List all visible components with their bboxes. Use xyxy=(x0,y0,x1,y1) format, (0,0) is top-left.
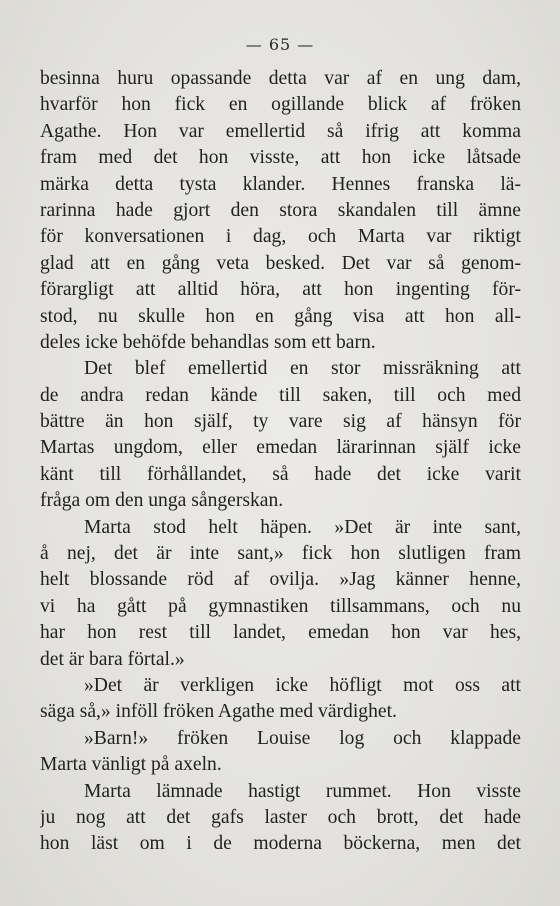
page-number: — 65 — xyxy=(245,35,315,54)
text-line: Marta stod helt häpen. »Det är inte sant, xyxy=(84,516,521,538)
text-line: Det blef emellertid en stor missräkning att xyxy=(84,358,521,380)
text-line: har hon rest till landet, emedan hon var hes, xyxy=(40,622,521,644)
text-line: »Det är verkligen icke höfligt mot oss att xyxy=(84,674,521,696)
text-line: besinna huru opassande detta var af en ung dam, xyxy=(40,68,521,89)
text-line: Marta vänligt på axeln. xyxy=(40,754,222,776)
text-line: Agathe. Hon var emellertid så ifrig att komma xyxy=(40,120,521,142)
text-line: rarinna hade gjort den stora skandalen till ämne xyxy=(40,199,521,221)
text-line: hvarför hon fick en ogillande blick af fröken xyxy=(40,94,521,116)
text-line: fram med det hon visste, att hon icke låtsade xyxy=(40,147,521,169)
text-line: helt blossande röd af ovilja. »Jag känner henne, xyxy=(40,569,521,591)
text-line: hon läst om i de moderna böckerna, men det xyxy=(40,833,521,855)
text-line: deles icke behöfde behandlas som ett barn. xyxy=(40,331,376,353)
text-line: de andra redan kände till saken, till och med xyxy=(40,384,521,406)
text-line: säga så,» inföll fröken Agathe med värdighet. xyxy=(40,701,397,723)
text-line: det är bara förtal.» xyxy=(40,648,185,670)
text-line: märka detta tysta klander. Hennes franska lä- xyxy=(40,173,521,195)
text-line: fråga om den unga sångerskan. xyxy=(40,490,284,512)
text-line: glad att en gång veta besked. Det var så genom- xyxy=(40,252,521,274)
text-line: ju nog att det gafs laster och brott, det hade xyxy=(40,806,521,828)
text-line: bättre än hon själf, ty vare sig af hänsyn för xyxy=(40,411,521,433)
text-line: vi ha gått på gymnastiken tillsammans, och nu xyxy=(40,595,521,617)
text-line: stod, nu skulle hon en gång visa att hon all- xyxy=(40,305,521,327)
text-line: för konversationen i dag, och Marta var riktigt xyxy=(40,226,521,248)
text-line: känt till förhållandet, så hade det icke varit xyxy=(40,463,521,485)
text-line: å nej, det är inte sant,» fick hon slutligen fram xyxy=(40,543,521,565)
text-line: »Barn!» fröken Louise log och klappade xyxy=(84,727,521,749)
body-text xyxy=(40,66,521,858)
text-line: förargligt att alltid höra, att hon ingenting för- xyxy=(40,279,521,301)
text-line: Martas ungdom, eller emedan lärarinnan själf icke xyxy=(40,437,521,459)
text-line: Marta lämnade hastigt rummet. Hon visste xyxy=(84,780,521,802)
